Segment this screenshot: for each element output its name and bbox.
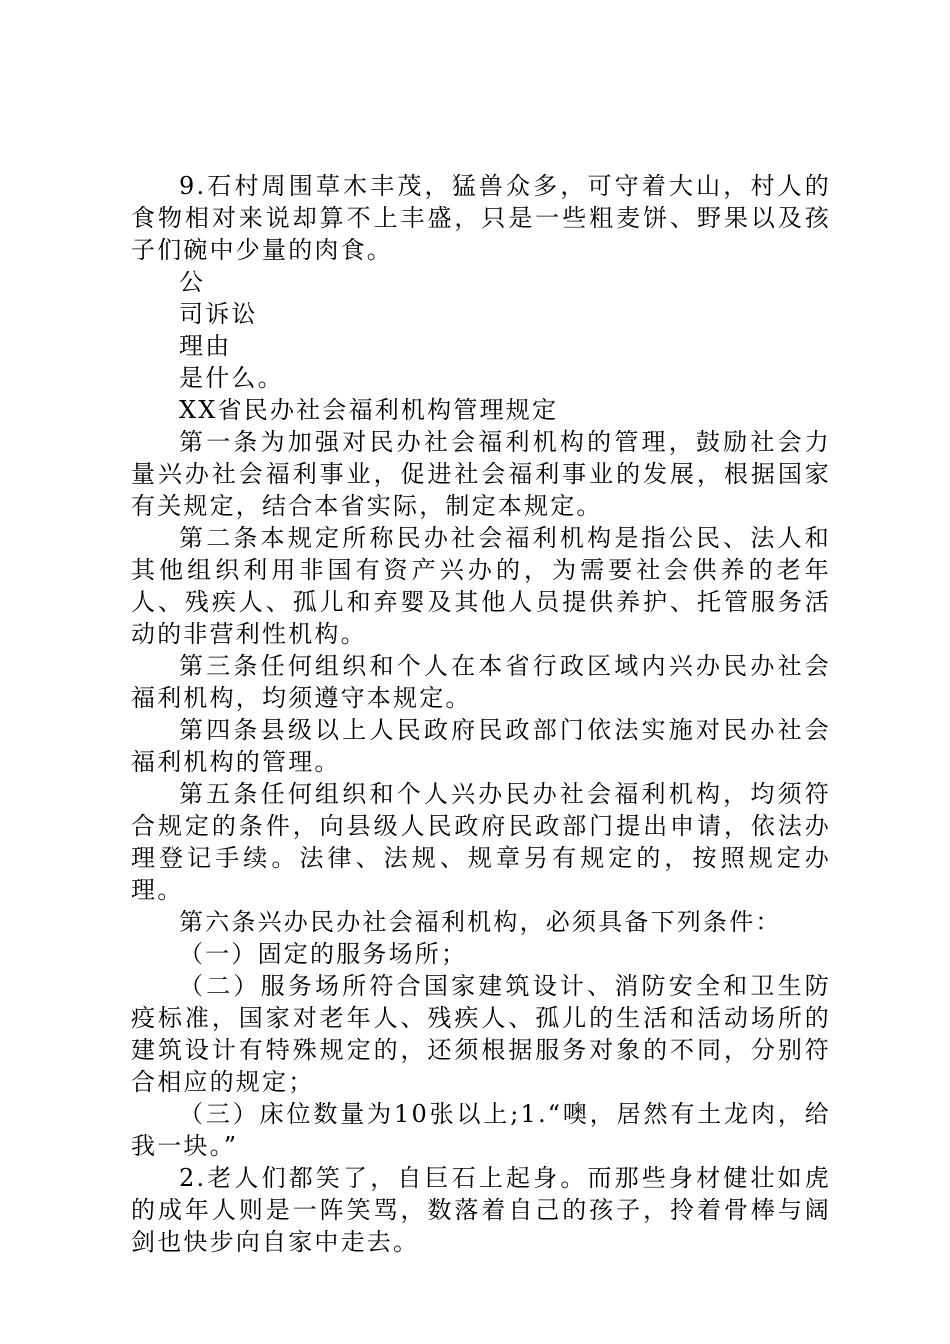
paragraph-fragment-3: 理由: [179, 332, 232, 360]
paragraph-fragment-1: 公: [179, 268, 206, 296]
paragraph-fragment-2: 司诉讼: [179, 300, 258, 328]
paragraph-stone-village: 9.石村周围草木丰茂，猛兽众多，可守着大山，村人的食物相对来说却算不上丰盛，只是一些粗麦饼、野果以及孩子们碗中少量的肉食。: [131, 172, 831, 264]
article-2: 第二条本规定所称民办社会福利机构是指公民、法人和其他组织利用非国有资产兴办的，为需要社会供养的老年人、残疾人、孤儿和弃婴及其他人员提供养护、托管服务活动的非营利性机构。: [131, 524, 831, 648]
article-1: 第一条为加强对民办社会福利机构的管理，鼓励社会力量兴办社会福利事业，促进社会福利事业的发展，根据国家有关规定，结合本省实际，制定本规定。: [131, 428, 831, 520]
article-6-item-3: （三）床位数量为10张以上;1.“噢，居然有土龙肉，给我一块。”: [131, 1100, 831, 1160]
document-body: [131, 170, 831, 1258]
paragraph-fragment-4: 是什么。: [179, 364, 284, 392]
regulation-title: XX省民办社会福利机构管理规定: [179, 396, 559, 424]
article-6-item-1: （一）固定的服务场所；: [179, 940, 468, 968]
article-5: 第五条任何组织和个人兴办民办社会福利机构，均须符合规定的条件，向县级人民政府民政部门提出申请，依法办理登记手续。法律、法规、规章另有规定的，按照规定办理。: [131, 780, 831, 904]
article-6-item-2: （二）服务场所符合国家建筑设计、消防安全和卫生防疫标准，国家对老年人、残疾人、孤儿的生活和活动场所的建筑设计有特殊规定的，还须根据服务对象的不同，分别符合相应的规定；: [131, 972, 831, 1096]
article-3: 第三条任何组织和个人在本省行政区域内兴办民办社会福利机构，均须遵守本规定。: [131, 652, 831, 712]
article-6: 第六条兴办民办社会福利机构，必须具备下列条件：: [179, 908, 782, 936]
paragraph-elders-laugh: 2.老人们都笑了，自巨石上起身。而那些身材健壮如虎的成年人则是一阵笑骂，数落着自己的孩子，拎着骨棒与阔剑也快步向自家中走去。: [131, 1164, 831, 1256]
article-4: 第四条县级以上人民政府民政部门依法实施对民办社会福利机构的管理。: [131, 716, 831, 776]
